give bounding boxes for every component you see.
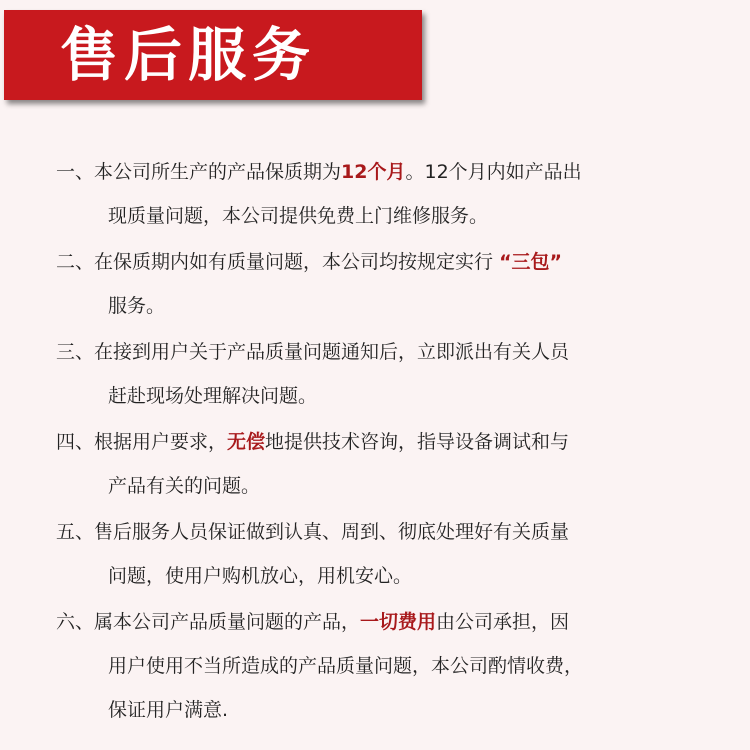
item-text-continued: 保证用户满意.	[108, 699, 229, 721]
list-item-4	[56, 420, 728, 508]
item-number: 六、	[56, 611, 95, 633]
item-text: 售后服务人员保证做到认真、周到、彻底处理好有关质量	[94, 521, 570, 543]
item-number: 一、	[56, 161, 95, 183]
highlight-text: 无偿	[227, 431, 266, 453]
item-text-continued: 现质量问题，本公司提供免费上门维修服务。	[108, 205, 489, 227]
item-text: 本公司所生产的产品保质期为	[94, 161, 342, 183]
item-text-continued: 用户使用不当所造成的产品质量问题，本公司酌情收费，	[108, 655, 584, 677]
item-number: 三、	[56, 341, 95, 363]
highlight-text: “三包”	[499, 251, 563, 273]
item-number: 五、	[56, 521, 95, 543]
item-text-continued: 服务。	[108, 295, 166, 317]
item-number: 二、	[56, 251, 95, 273]
service-terms-list	[56, 150, 728, 734]
item-text-continued: 问题，使用户购机放心，用机安心。	[108, 565, 413, 587]
list-item-5	[56, 510, 728, 598]
highlight-text: 一切费用	[360, 611, 437, 633]
item-text-continued: 赶赴现场处理解决问题。	[108, 385, 318, 407]
item-text: 由公司承担，因	[436, 611, 570, 633]
item-number: 四、	[56, 431, 95, 453]
item-text: 根据用户要求，	[94, 431, 228, 453]
list-item-2	[56, 240, 728, 328]
header-banner	[4, 10, 422, 100]
highlight-text: 12个月	[341, 161, 406, 183]
page-title: 售后服务	[60, 21, 317, 89]
item-text: 。12个月内如产品出	[405, 161, 582, 183]
item-text-continued: 产品有关的问题。	[108, 475, 261, 497]
item-text: 属本公司产品质量问题的产品，	[94, 611, 361, 633]
list-item-3	[56, 330, 728, 418]
item-text: 地提供技术咨询，指导设备调试和与	[265, 431, 570, 453]
item-text: 在保质期内如有质量问题，本公司均按规定实行	[94, 251, 500, 273]
list-item-6	[56, 600, 728, 732]
item-text: 在接到用户关于产品质量问题通知后，立即派出有关人员	[94, 341, 570, 363]
list-item-1	[56, 150, 728, 238]
